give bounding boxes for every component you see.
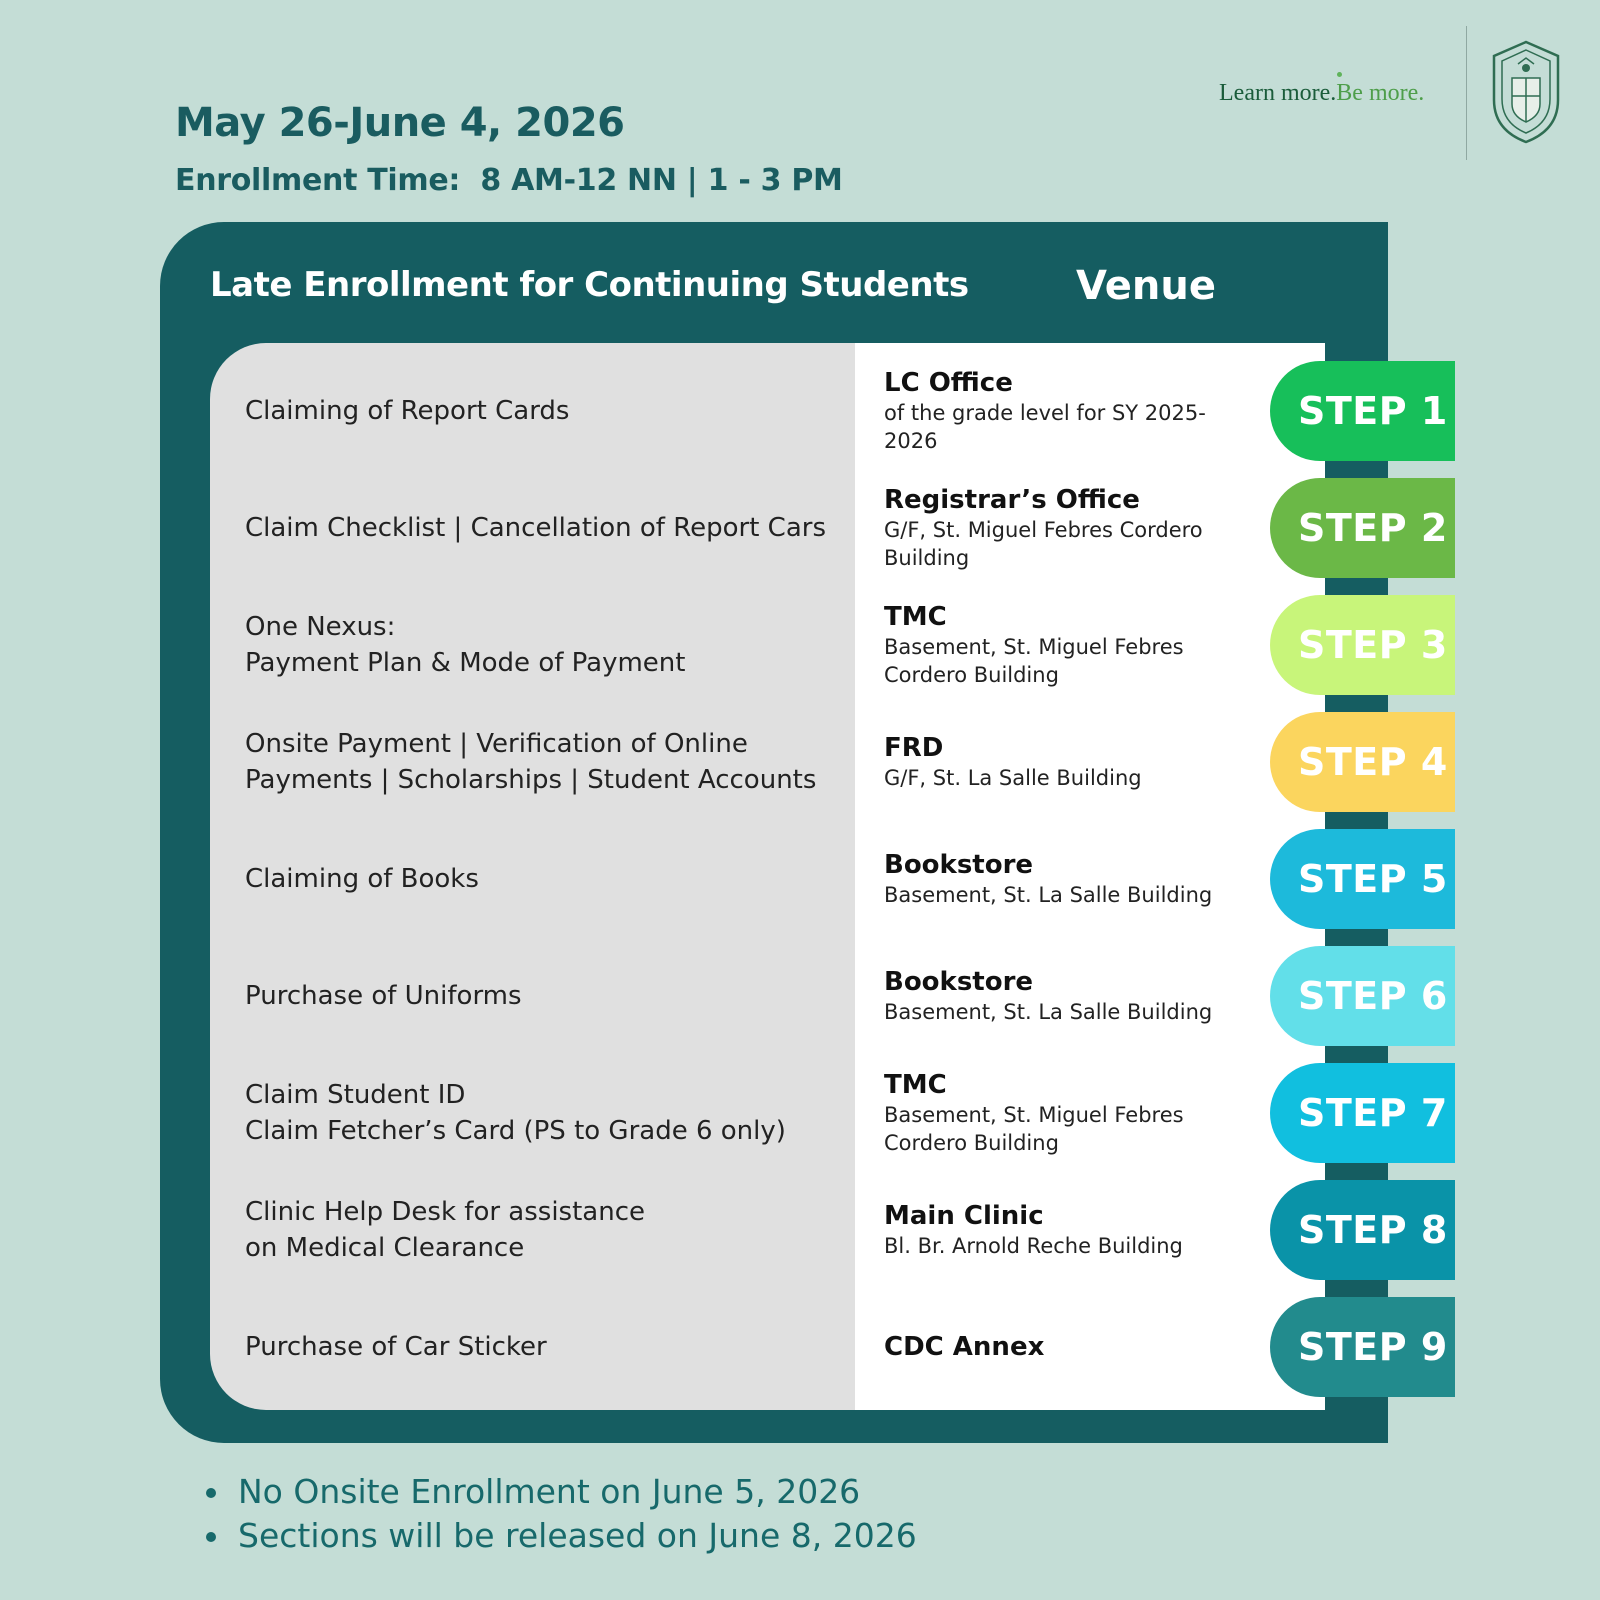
venue-name: Bookstore [884, 967, 1034, 997]
venue-name: Bookstore [884, 850, 1034, 880]
venue-info [884, 484, 1254, 572]
school-seal-icon [1486, 38, 1566, 146]
step-row [0, 946, 1600, 1046]
step-badge: STEP 2 [1270, 478, 1455, 578]
venue-info [884, 1069, 1254, 1157]
task-line: One Nexus: [245, 612, 396, 642]
task-text [245, 609, 845, 681]
task-text [245, 978, 845, 1014]
venue-info [884, 1331, 1254, 1363]
step-row [0, 478, 1600, 578]
task-line: Claim Checklist | Cancellation of Report Cars [245, 513, 826, 543]
date-range: May 26-June 4, 2026 [175, 100, 625, 146]
venue-info [884, 849, 1254, 909]
step-badge: STEP 5 [1270, 829, 1455, 929]
step-row [0, 829, 1600, 929]
venue-info [884, 367, 1254, 455]
venue-name: TMC [884, 1070, 947, 1100]
task-line: Claiming of Books [245, 864, 479, 894]
notes-list [202, 1470, 917, 1558]
tagline [1219, 80, 1424, 107]
step-row [0, 1180, 1600, 1280]
step-row [0, 361, 1600, 461]
task-text [245, 861, 845, 897]
note-item: No Onsite Enrollment on June 5, 2026 [202, 1470, 917, 1514]
venue-detail: Basement, St. La Salle Building [884, 1000, 1213, 1024]
venue-detail: G/F, St. Miguel Febres Cordero Building [884, 518, 1203, 570]
venue-info [884, 1200, 1254, 1260]
note-item: Sections will be released on June 8, 2026 [202, 1514, 917, 1558]
venue-name: Main Clinic [884, 1201, 1044, 1231]
task-line: Payments | Scholarships | Student Accounts [245, 765, 817, 795]
task-text [245, 1329, 845, 1365]
step-badge: STEP 9 [1270, 1297, 1455, 1397]
venue-name: LC Office [884, 368, 1013, 398]
venue-name: Registrar’s Office [884, 485, 1140, 515]
venue-detail: Bl. Br. Arnold Reche Building [884, 1234, 1183, 1258]
task-text [245, 393, 845, 429]
task-text [245, 726, 845, 798]
task-line: on Medical Clearance [245, 1233, 525, 1263]
task-line: Onsite Payment | Verification of Online [245, 729, 748, 759]
table-title: Late Enrollment for Continuing Students [210, 265, 969, 305]
venue-detail: Basement, St. Miguel Febres Cordero Building [884, 635, 1184, 687]
venue-info [884, 732, 1254, 792]
task-line: Claiming of Report Cards [245, 396, 570, 426]
tagline-be: Be more. [1336, 80, 1425, 106]
venue-detail: of the grade level for SY 2025-2026 [884, 401, 1206, 453]
step-row [0, 712, 1600, 812]
step-row [0, 1297, 1600, 1397]
tagline-dot-icon [1337, 72, 1342, 77]
step-badge: STEP 7 [1270, 1063, 1455, 1163]
venue-name: FRD [884, 733, 944, 763]
venue-info [884, 601, 1254, 689]
task-text [245, 510, 845, 546]
step-row [0, 595, 1600, 695]
venue-detail: G/F, St. La Salle Building [884, 766, 1142, 790]
step-badge: STEP 8 [1270, 1180, 1455, 1280]
task-line: Purchase of Uniforms [245, 981, 522, 1011]
venue-name: TMC [884, 602, 947, 632]
step-badge: STEP 3 [1270, 595, 1455, 695]
tagline-learn: Learn more. [1219, 80, 1337, 106]
venue-detail: Basement, St. Miguel Febres Cordero Building [884, 1103, 1184, 1155]
step-badge: STEP 1 [1270, 361, 1455, 461]
header-divider [1466, 26, 1467, 160]
step-badge: STEP 4 [1270, 712, 1455, 812]
task-line: Claim Student ID [245, 1080, 466, 1110]
task-line: Payment Plan & Mode of Payment [245, 648, 686, 678]
task-text [245, 1077, 845, 1149]
task-line: Purchase of Car Sticker [245, 1332, 547, 1362]
task-line: Clinic Help Desk for assistance [245, 1197, 645, 1227]
task-line: Claim Fetcher’s Card (PS to Grade 6 only) [245, 1116, 786, 1146]
enrollment-time: Enrollment Time: 8 AM-12 NN | 1 - 3 PM [175, 163, 843, 198]
venue-detail: Basement, St. La Salle Building [884, 883, 1213, 907]
venue-name: CDC Annex [884, 1332, 1045, 1362]
venue-header: Venue [1076, 263, 1216, 309]
step-row [0, 1063, 1600, 1163]
task-text [245, 1194, 845, 1266]
venue-info [884, 966, 1254, 1026]
step-badge: STEP 6 [1270, 946, 1455, 1046]
